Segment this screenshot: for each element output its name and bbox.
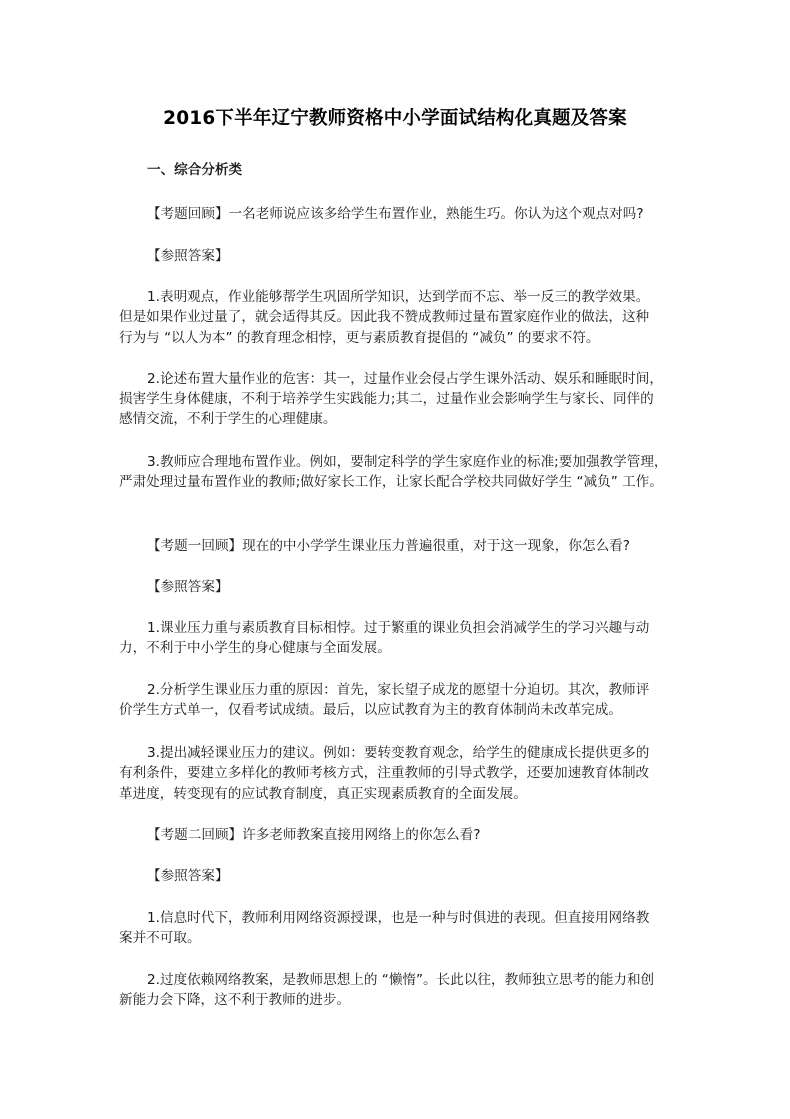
answer-label-1: 【参照答案】: [147, 248, 229, 264]
question-3: 【考题二回顾】许多老师教案直接用网络上的你怎么看?: [147, 827, 481, 843]
q3-p2-line-2: 新能力会下降，这不利于教师的进步。: [119, 992, 351, 1008]
q1-p2-line-3: 感情交流，不利于学生的心理健康。: [119, 411, 337, 427]
q3-p2-line-1: 2.过度依赖网络教案，是教师思想上的 “懒惰”。长此以往，教师独立思考的能力和创: [147, 972, 655, 988]
question-1: 【考题回顾】一名老师说应该多给学生布置作业，熟能生巧。你认为这个观点对吗?: [147, 206, 644, 222]
answer-label-3: 【参照答案】: [147, 868, 229, 884]
answer-label-2: 【参照答案】: [147, 579, 229, 595]
q2-p2-line-2: 价学生方式单一，仅看考试成绩。最后，以应试教育为主的教育体制尚未改革完成。: [119, 702, 622, 718]
q1-p3-line-1: 3.教师应合理地布置作业。例如，要制定科学的学生家庭作业的标准;要加强教学管理，: [147, 454, 668, 470]
q2-p3-line-1: 3.提出减轻课业压力的建议。例如：要转变教育观念，给学生的健康成长提供更多的: [147, 745, 650, 761]
q3-p1-line-2: 案并不可取。: [119, 930, 201, 946]
q2-p3-line-3: 革进度，转变现有的应试教育制度，真正实现素质教育的全面发展。: [119, 786, 527, 802]
q2-p3-line-2: 有利条件，要建立多样化的教师考核方式，注重教师的引导式教学，还要加速教育体制改: [119, 765, 650, 781]
q2-p1-line-1: 1.课业压力重与素质教育目标相悖。过于繁重的课业负担会消减学生的学习兴趣与动: [147, 620, 650, 636]
q3-p1-line-1: 1.信息时代下，教师利用网络资源授课，也是一种与时俱进的表现。但直接用网络教: [147, 910, 650, 926]
document-title: 2016下半年辽宁教师资格中小学面试结构化真题及答案: [163, 108, 627, 129]
q2-p2-line-1: 2.分析学生课业压力重的原因：首先，家长望子成龙的愿望十分迫切。其次，教师评: [147, 682, 650, 698]
q1-p1-line-3: 行为与 “以人为本” 的教育理念相悖，更与素质教育提倡的 “减负” 的要求不符。: [119, 330, 600, 346]
q1-p2-line-1: 2.论述布置大量作业的危害：其一，过量作业会侵占学生课外活动、娱乐和睡眠时间，: [147, 371, 663, 387]
q1-p2-line-2: 损害学生身体健康，不利于培养学生实践能力;其二，过量作业会影响学生与家长、同伴的: [119, 391, 654, 407]
q2-p1-line-2: 力，不利于中小学生的身心健康与全面发展。: [119, 640, 391, 656]
section-heading: 一、综合分析类: [147, 162, 243, 178]
q1-p1-line-2: 但是如果作业过量了，就会适得其反。因此我不赞成教师过量布置家庭作业的做法，这种: [119, 309, 650, 325]
q1-p3-line-2: 严肃处理过量布置作业的教师;做好家长工作，让家长配合学校共同做好学生 “减负” 工作。: [119, 474, 663, 490]
question-2: 【考题一回顾】现在的中小学学生课业压力普遍很重，对于这一现象，你怎么看?: [147, 538, 630, 554]
q1-p1-line-1: 1.表明观点，作业能够帮学生巩固所学知识，达到学而不忘、举一反三的教学效果。: [147, 289, 650, 305]
